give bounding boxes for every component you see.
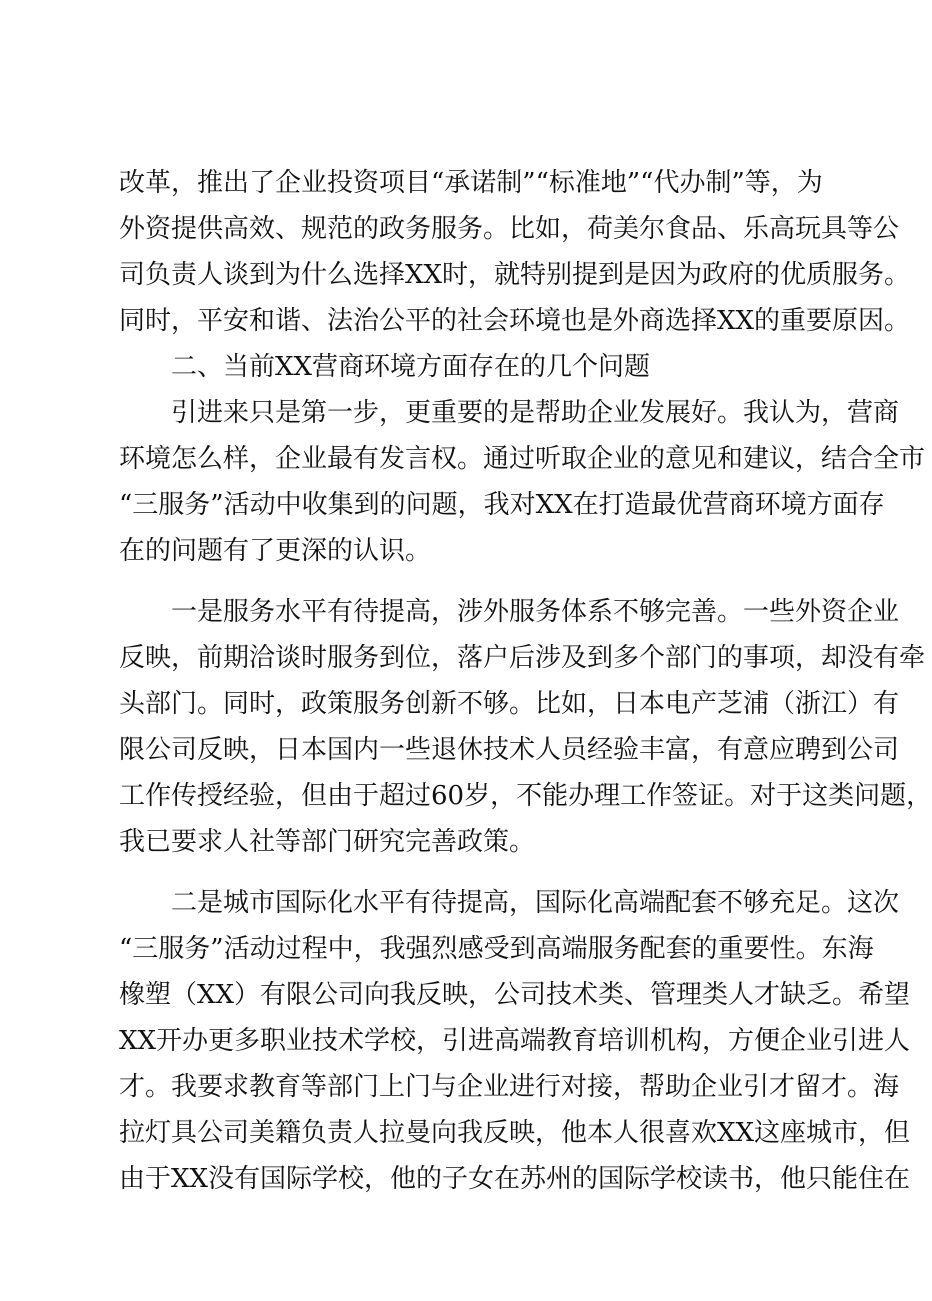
text-line: 引进来只是第一步，更重要的是帮助企业发展好。我认为，营商 [171, 398, 900, 428]
text-line: 拉灯具公司美籍负责人拉曼向我反映，他本人很喜欢XX这座城市，但 [119, 1118, 911, 1148]
text-line: XX开办更多职业技术学校，引进高端教育培训机构，方便企业引进人 [119, 1026, 911, 1056]
document-body [119, 160, 932, 1202]
text-line: 工作传授经验，但由于超过60岁，不能办理工作签证。对于这类问题， [119, 781, 932, 811]
text-line: 由于XX没有国际学校，他的子女在苏州的国际学校读书，他只能住在 [119, 1164, 911, 1194]
text-line: 限公司反映，日本国内一些退休技术人员经验丰富，有意应聘到公司 [119, 735, 900, 765]
text-line: 在的问题有了更深的认识。 [119, 536, 432, 566]
heading-line: 二、当前XX营商环境方面存在的几个问题 [171, 352, 651, 382]
text-line: 环境怎么样，企业最有发言权。通过听取企业的意见和建议，结合全市 [119, 444, 926, 474]
text-line: “三服务”活动中收集到的问题，我对XX在打造最优营商环境方面存 [119, 490, 885, 520]
text-line: 一是服务水平有待提高，涉外服务体系不够完善。一些外资企业 [171, 597, 900, 627]
paragraph [119, 160, 911, 344]
text-line: 外资提供高效、规范的政务服务。比如，荷美尔食品、乐高玩具等公 [119, 214, 900, 244]
text-line: 我已要求人社等部门研究完善政策。 [119, 827, 536, 857]
text-line: 反映，前期洽谈时服务到位，落户后涉及到多个部门的事项，却没有牵 [119, 643, 926, 673]
text-line: “三服务”活动过程中，我强烈感受到高端服务配套的重要性。东海 [119, 934, 874, 964]
text-line: 同时，平安和谐、法治公平的社会环境也是外商选择XX的重要原因。 [119, 306, 911, 336]
text-line: 二是城市国际化水平有待提高，国际化高端配套不够充足。这次 [171, 888, 900, 918]
paragraph [119, 589, 932, 865]
text-line: 司负责人谈到为什么选择XX时，就特别提到是因为政府的优质服务。 [119, 260, 911, 290]
text-line: 改革，推出了企业投资项目“承诺制”“标准地”“代办制”等，为 [119, 168, 823, 198]
section-heading [119, 344, 809, 390]
text-line: 橡塑（XX）有限公司向我反映，公司技术类、管理类人才缺乏。希望 [119, 980, 911, 1010]
text-line: 头部门。同时，政策服务创新不够。比如，日本电产芝浦（浙江）有 [119, 689, 900, 719]
paragraph [119, 390, 926, 574]
paragraph [119, 880, 911, 1202]
text-line: 才。我要求教育等部门上门与企业进行对接，帮助企业引才留才。海 [119, 1072, 900, 1102]
